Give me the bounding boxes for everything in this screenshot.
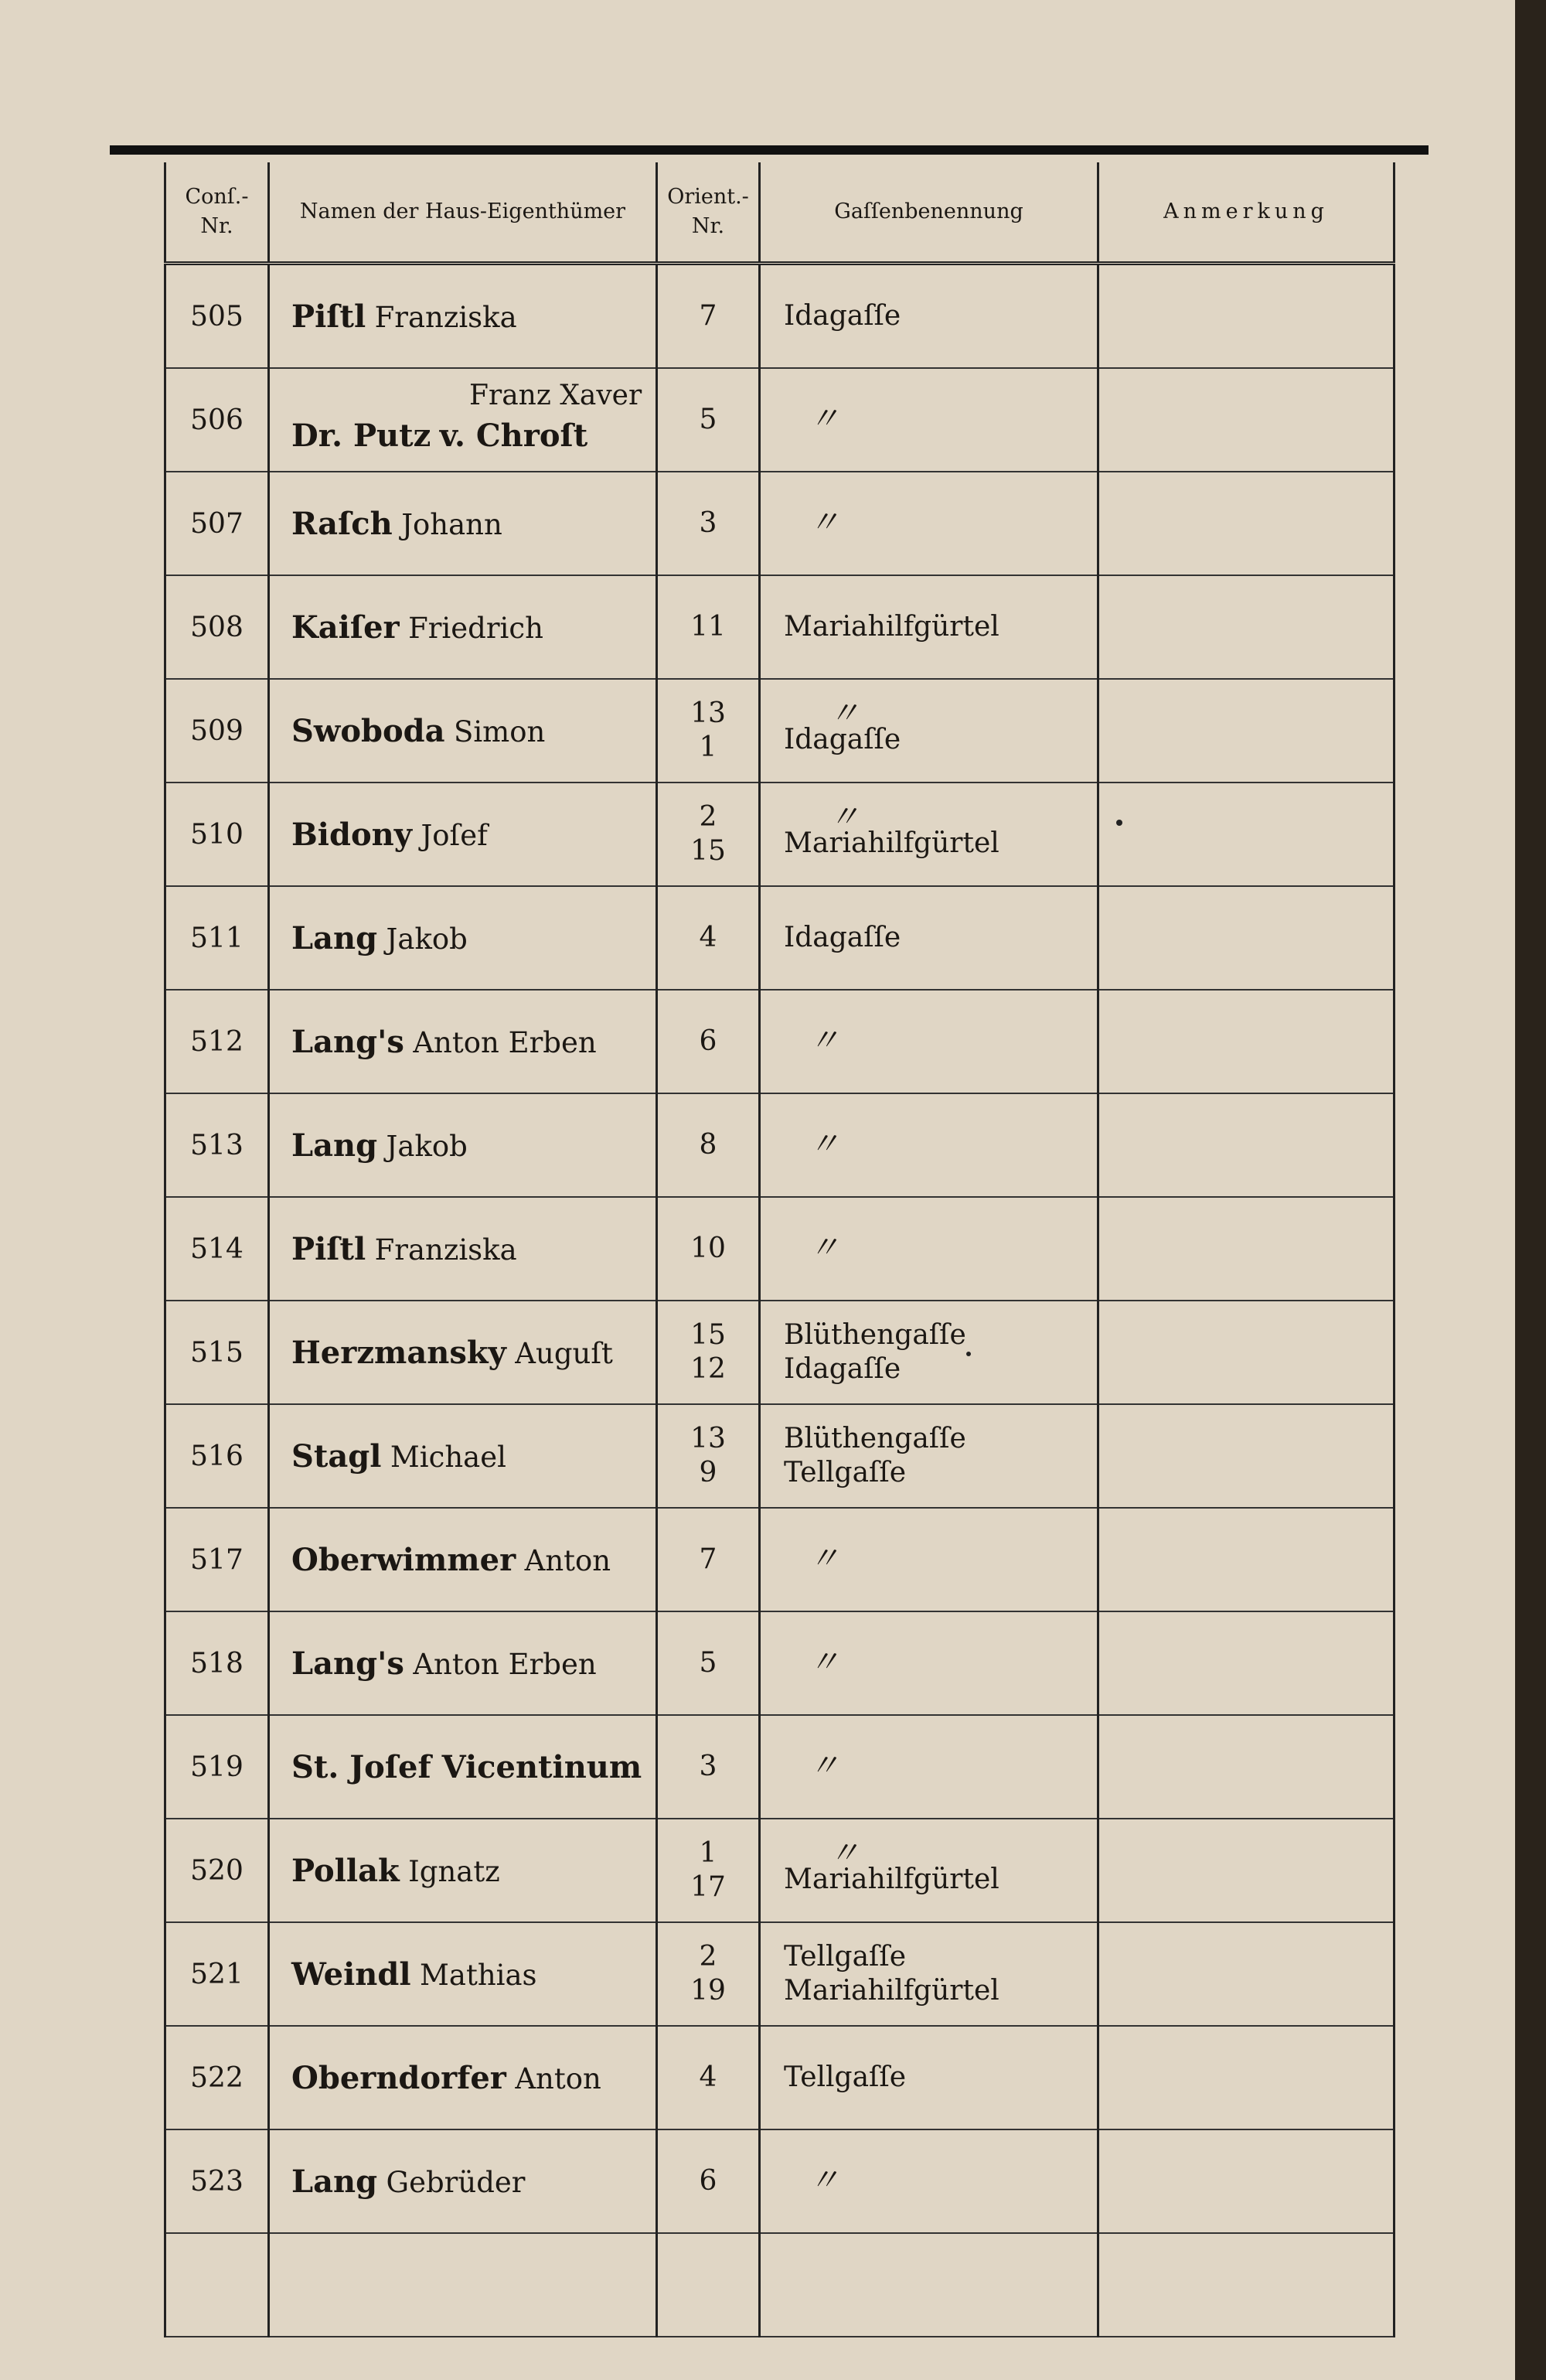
orient-nr-value: 13: [690, 1423, 726, 1454]
remark-cell: [1098, 1922, 1394, 2026]
owner-surname: Raſch: [291, 505, 393, 542]
owner-cell: [269, 1715, 657, 1819]
owner-surname: Weindl: [291, 1955, 411, 1993]
orient-nr-cell: [657, 1197, 760, 1301]
owner-cell: [269, 1197, 657, 1301]
ink-speck: [1116, 820, 1122, 826]
cons-nr-cell: 516: [165, 1404, 269, 1508]
owner-surname: Pollak: [291, 1852, 400, 1889]
owner-firstname: Franziska: [374, 1233, 517, 1267]
street-name: Idagaſſe: [784, 300, 901, 332]
table-row: [165, 472, 1394, 575]
street-name: Blüthengaſſe: [784, 1319, 966, 1351]
remark-cell: [1098, 1715, 1394, 1819]
header-cons-nr: Conſ.- Nr.: [165, 162, 269, 264]
owner-given-names: Franz Xaver: [469, 380, 642, 411]
owner-firstname: Gebrüder: [386, 2165, 526, 2199]
remark-cell: [1098, 368, 1394, 472]
table-row: [165, 1922, 1394, 2026]
street-name: Mariahilfgürtel: [784, 611, 999, 643]
orient-nr-value: 15: [690, 835, 726, 867]
street-cell: [760, 1611, 1098, 1715]
remark-cell: [1098, 783, 1394, 886]
orient-nr-value: 1: [699, 1837, 717, 1869]
table-row: [165, 575, 1394, 679]
street-cell: [760, 368, 1098, 472]
orient-nr-cell: [657, 1819, 760, 1922]
owner-firstname: Michael: [390, 1440, 506, 1474]
owner-cell: [269, 1301, 657, 1404]
street-cell: [760, 1301, 1098, 1404]
owner-firstname: Anton Erben: [413, 1025, 597, 1059]
owner-surname: St. Joſef Vicentinum: [291, 1748, 642, 1785]
owner-surname: Lang: [291, 1127, 378, 1164]
orient-nr-value: 3: [699, 1751, 717, 1782]
orient-nr-value: 6: [699, 2165, 717, 2197]
owner-surname: Dr. Putz: [291, 417, 431, 454]
owner-firstname: v. Chroſt: [439, 417, 588, 454]
cons-nr-cell: 522: [165, 2026, 269, 2129]
orient-nr-value: 2: [699, 1941, 717, 1973]
cons-nr-cell: 523: [165, 2129, 269, 2233]
ditto-mark: 〃: [829, 1836, 860, 1871]
orient-nr-value: 9: [699, 1457, 717, 1488]
owner-firstname: Franziska: [374, 300, 517, 334]
orient-nr-value: 5: [699, 1647, 717, 1679]
ditto-mark: 〃: [809, 2163, 839, 2198]
owner-surname: Lang: [291, 919, 378, 956]
street-cell: [760, 1508, 1098, 1611]
remark-cell: [1098, 2129, 1394, 2233]
owner-surname: Piſtl: [291, 298, 366, 335]
table-row: [165, 368, 1394, 472]
orient-nr-cell: [657, 368, 760, 472]
street-cell: [760, 1715, 1098, 1819]
table-row: [165, 264, 1394, 369]
remark-cell: [1098, 886, 1394, 990]
owner-cell: [269, 2026, 657, 2129]
remark-cell: [1098, 2026, 1394, 2129]
remark-cell: [1098, 472, 1394, 575]
street-cell: [760, 264, 1098, 369]
cons-nr-cell: 517: [165, 1508, 269, 1611]
street-name: Idagaſſe: [784, 1353, 901, 1385]
remark-cell: [1098, 1508, 1394, 1611]
remark-cell: [1098, 1819, 1394, 1922]
street-cell: [760, 1093, 1098, 1197]
owner-cell: [269, 1093, 657, 1197]
remark-cell: [1098, 990, 1394, 1093]
orient-nr-value: 5: [699, 404, 717, 435]
table-bottom-spacer: [165, 2233, 1394, 2337]
street-cell: [760, 783, 1098, 886]
orient-nr-value: 6: [699, 1025, 717, 1057]
cons-nr-cell: 514: [165, 1197, 269, 1301]
owner-cell: [269, 368, 657, 472]
street-name: Mariahilfgürtel: [784, 1863, 999, 1895]
owner-cell: [269, 472, 657, 575]
cons-nr-cell: 512: [165, 990, 269, 1093]
owner-cell: [269, 2129, 657, 2233]
header-owner: Namen der Haus-Eigenthümer: [269, 162, 657, 264]
orient-nr-cell: [657, 2129, 760, 2233]
orient-nr-value: 8: [699, 1129, 717, 1161]
owner-firstname: Johann: [401, 507, 502, 541]
header-street: Gaſſenbenennung: [760, 162, 1098, 264]
street-cell: [760, 1197, 1098, 1301]
table-row: [165, 2026, 1394, 2129]
ditto-mark: 〃: [829, 800, 860, 835]
owner-firstname: Anton: [515, 2061, 601, 2095]
ditto-mark: 〃: [809, 1230, 839, 1266]
cons-nr-cell: 510: [165, 783, 269, 886]
table-row: [165, 1093, 1394, 1197]
book-binding-edge: [1515, 0, 1546, 2380]
owner-firstname: Joſef: [421, 818, 488, 852]
owner-surname: Piſtl: [291, 1230, 366, 1267]
ditto-mark: 〃: [809, 1127, 839, 1162]
orient-nr-cell: [657, 886, 760, 990]
street-cell: [760, 575, 1098, 679]
table-row: [165, 1611, 1394, 1715]
orient-nr-value: 13: [690, 697, 726, 729]
remark-cell: [1098, 679, 1394, 783]
orient-nr-cell: [657, 264, 760, 369]
street-cell: [760, 1404, 1098, 1508]
orient-nr-cell: [657, 1611, 760, 1715]
orient-nr-cell: [657, 1301, 760, 1404]
orient-nr-value: 3: [699, 507, 717, 539]
street-name: Tellgaſſe: [784, 2061, 907, 2093]
cons-nr-cell: 509: [165, 679, 269, 783]
owner-cell: [269, 679, 657, 783]
orient-nr-value: 19: [690, 1975, 726, 2007]
header-orient-nr: Orient.- Nr.: [657, 162, 760, 264]
owner-cell: [269, 990, 657, 1093]
header-row: [165, 162, 1394, 264]
cons-nr-cell: 506: [165, 368, 269, 472]
table-row: [165, 2129, 1394, 2233]
orient-nr-value: 2: [699, 801, 717, 833]
cons-nr-cell: 511: [165, 886, 269, 990]
owner-surname: Bidony: [291, 816, 412, 853]
orient-nr-value: 7: [699, 1543, 717, 1575]
cons-nr-cell: 505: [165, 264, 269, 369]
orient-nr-value: 11: [690, 611, 726, 643]
owner-firstname: Ignatz: [408, 1854, 500, 1888]
street-cell: [760, 2026, 1098, 2129]
owner-firstname: Anton Erben: [413, 1647, 597, 1681]
owner-cell: [269, 783, 657, 886]
orient-nr-value: 7: [699, 300, 717, 332]
orient-nr-value: 15: [690, 1319, 726, 1351]
table-row: [165, 886, 1394, 990]
owner-surname: Oberwimmer: [291, 1541, 516, 1578]
orient-nr-cell: [657, 990, 760, 1093]
owner-cell: [269, 1922, 657, 2026]
street-cell: [760, 472, 1098, 575]
owner-cell: [269, 264, 657, 369]
cons-nr-cell: 518: [165, 1611, 269, 1715]
street-name: Mariahilfgürtel: [784, 1975, 999, 2007]
owner-firstname: Jakob: [386, 922, 468, 956]
orient-nr-value: 12: [690, 1353, 726, 1385]
ditto-mark: 〃: [809, 1748, 839, 1784]
ditto-mark: 〃: [809, 1023, 839, 1059]
remark-cell: [1098, 264, 1394, 369]
orient-nr-cell: [657, 2026, 760, 2129]
ditto-mark: 〃: [809, 401, 839, 437]
remark-cell: [1098, 575, 1394, 679]
remark-cell: [1098, 1404, 1394, 1508]
cons-nr-cell: 515: [165, 1301, 269, 1404]
top-rule: [110, 145, 1429, 155]
ditto-mark: 〃: [809, 1541, 839, 1577]
orient-nr-value: 10: [690, 1233, 726, 1264]
orient-nr-cell: [657, 679, 760, 783]
street-cell: [760, 2129, 1098, 2233]
owner-surname: Oberndorfer: [291, 2059, 506, 2096]
orient-nr-value: 17: [690, 1871, 726, 1903]
owner-surname: Swoboda: [291, 712, 445, 749]
remark-cell: [1098, 1197, 1394, 1301]
table-row: [165, 990, 1394, 1093]
ditto-mark: 〃: [829, 696, 860, 731]
orient-nr-cell: [657, 1404, 760, 1508]
street-cell: [760, 679, 1098, 783]
orient-nr-value: 1: [699, 731, 717, 763]
street-cell: [760, 990, 1098, 1093]
house-register-table: [164, 162, 1395, 2337]
owner-cell: [269, 1508, 657, 1611]
ditto-mark: 〃: [809, 505, 839, 540]
table-row: [165, 1508, 1394, 1611]
table-row: [165, 679, 1394, 783]
street-name: Idagaſſe: [784, 922, 901, 953]
orient-nr-cell: [657, 1508, 760, 1611]
orient-nr-value: 4: [699, 922, 717, 953]
owner-cell: [269, 575, 657, 679]
street-cell: [760, 1819, 1098, 1922]
remark-cell: [1098, 1301, 1394, 1404]
cons-nr-cell: 513: [165, 1093, 269, 1197]
orient-nr-cell: [657, 472, 760, 575]
owner-surname: Herzmansky: [291, 1334, 506, 1371]
owner-cell: [269, 886, 657, 990]
owner-surname: Lang: [291, 2163, 378, 2200]
owner-firstname: Jakob: [386, 1129, 468, 1163]
owner-surname: Lang's: [291, 1645, 404, 1682]
owner-firstname: Simon: [454, 714, 546, 748]
owner-cell: [269, 1819, 657, 1922]
owner-firstname: Auguſt: [515, 1336, 613, 1370]
owner-surname: Kaiſer: [291, 609, 400, 646]
owner-cell: [269, 1611, 657, 1715]
owner-surname: Stagl: [291, 1437, 382, 1475]
orient-nr-cell: [657, 1922, 760, 2026]
remark-cell: [1098, 1611, 1394, 1715]
table-row: [165, 783, 1394, 886]
street-name: Tellgaſſe: [784, 1941, 907, 1973]
street-name: Blüthengaſſe: [784, 1423, 966, 1454]
orient-nr-value: 4: [699, 2061, 717, 2093]
owner-cell: [269, 1404, 657, 1508]
cons-nr-cell: 520: [165, 1819, 269, 1922]
owner-firstname: Anton: [524, 1543, 611, 1577]
cons-nr-cell: 519: [165, 1715, 269, 1819]
ink-speck: [966, 1352, 971, 1356]
owner-firstname: Mathias: [420, 1958, 537, 1992]
street-name: Mariahilfgürtel: [784, 827, 999, 859]
ditto-mark: 〃: [809, 1645, 839, 1680]
remark-cell: [1098, 1093, 1394, 1197]
street-cell: [760, 886, 1098, 990]
table-row: [165, 1197, 1394, 1301]
orient-nr-cell: [657, 783, 760, 886]
owner-firstname: Friedrich: [408, 611, 543, 645]
orient-nr-cell: [657, 575, 760, 679]
orient-nr-cell: [657, 1715, 760, 1819]
owner-surname: Lang's: [291, 1023, 404, 1060]
street-cell: [760, 1922, 1098, 2026]
street-name: Tellgaſſe: [784, 1457, 907, 1488]
table-row: [165, 1301, 1394, 1404]
street-name: Idagaſſe: [784, 724, 901, 755]
table-row: [165, 1715, 1394, 1819]
table-row: [165, 1819, 1394, 1922]
header-remark: Anmerkung: [1098, 162, 1394, 264]
cons-nr-cell: 521: [165, 1922, 269, 2026]
cons-nr-cell: 508: [165, 575, 269, 679]
table-row: [165, 1404, 1394, 1508]
orient-nr-cell: [657, 1093, 760, 1197]
cons-nr-cell: 507: [165, 472, 269, 575]
